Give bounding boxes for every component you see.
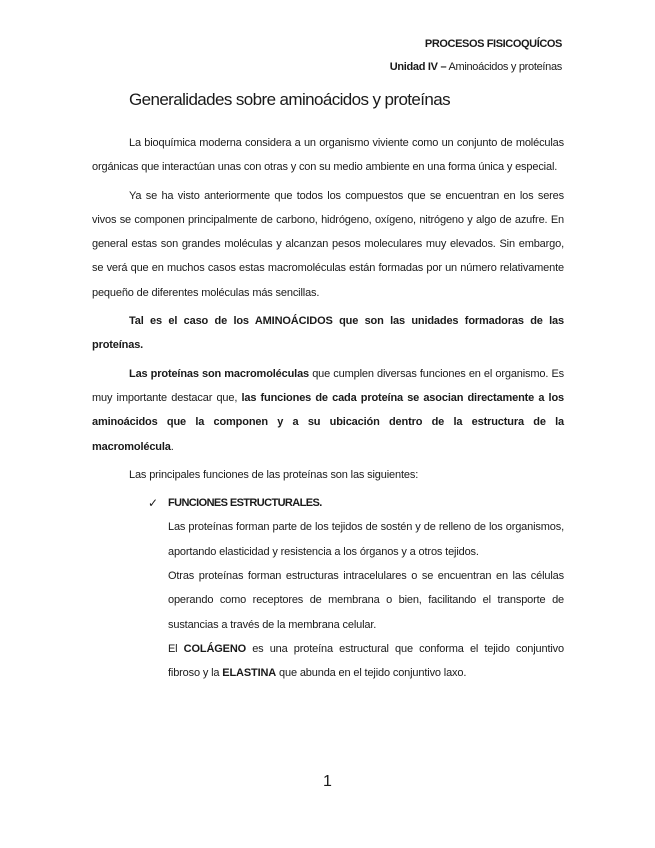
- p4-bold-1: Las proteínas son macromoléculas: [129, 367, 310, 380]
- l3-a: El: [168, 642, 184, 655]
- function-line-3: [168, 637, 564, 686]
- paragraph-1: La bioquímica moderna considera a un organismo viviente como un conjunto de moléculas orgánicas que interactúan unas con otras y con su medio ambiente en una forma única y especial.: [92, 137, 564, 174]
- header-course: PROCESOS FISICOQUÍCOS: [424, 38, 562, 50]
- paragraph-3-text: Tal es el caso de los AMINOÁCIDOS que son las unidades formadoras de las proteínas.: [92, 315, 564, 352]
- function-title: [168, 491, 564, 515]
- p4-text-1: que cumplen diversas funciones en el organismo. Es muy importante destacar que,: [92, 367, 564, 404]
- paragraph-4: [92, 362, 564, 459]
- function-title-suffix: .: [319, 497, 322, 510]
- page-title: Generalidades sobre aminoácidos y proteínas: [129, 90, 451, 109]
- p4-bold-2: las funciones de cada proteína se asocian directamente a los aminoácidos que la componen y a su ubicación dentro de la estructura de la macromolécula: [92, 391, 564, 453]
- function-line-1: Las proteínas forman parte de los tejidos de sostén y de relleno de los organismos, aportando elasticidad y resistencia a los órganos y a otros tejidos.: [168, 521, 564, 558]
- function-title-text: FUNCIONES ESTRUCTURALES: [168, 497, 320, 510]
- function-body: [168, 515, 564, 685]
- l3-c: es una proteína estructural que conforma el tejido conjuntivo fibroso y la: [168, 642, 564, 680]
- l3-b: COLÁGENO: [183, 642, 247, 655]
- page-number: 1: [323, 773, 332, 790]
- header-unit: [390, 61, 562, 73]
- function-line-2: Otras proteínas forman estructuras intracelulares o se encuentran en las células operando como receptores de membrana o bien, facilitando el transporte de sustancias a través de la membrana celular.: [168, 570, 564, 631]
- l3-d: ELASTINA: [222, 667, 277, 680]
- l3-e: que abunda en el tejido conjuntivo laxo.: [276, 667, 467, 680]
- paragraph-5: Las principales funciones de las proteínas son las siguientes:: [129, 468, 419, 481]
- paragraph-2: Ya se ha visto anteriormente que todos los compuestos que se encuentran en los seres vivos se componen principalmente de carbono, hidrógeno, oxígeno, nitrógeno y algo de azufre. En general estas son grandes moléculas y alcanzan pesos moleculares muy elevados. Sin embargo, se verá que en muchos casos estas macromoléculas están formadas por un número relativamente pequeño de diferentes moléculas más sencillas.: [92, 189, 564, 299]
- check-icon: ✓: [148, 496, 158, 511]
- function-item: [92, 491, 564, 685]
- header-unit-rest: Aminoácidos y proteínas: [446, 61, 562, 73]
- document-body: [92, 131, 564, 686]
- header-unit-bold: Unidad IV –: [389, 61, 447, 73]
- paragraph-3: [92, 309, 564, 358]
- p4-text-2: .: [170, 440, 174, 453]
